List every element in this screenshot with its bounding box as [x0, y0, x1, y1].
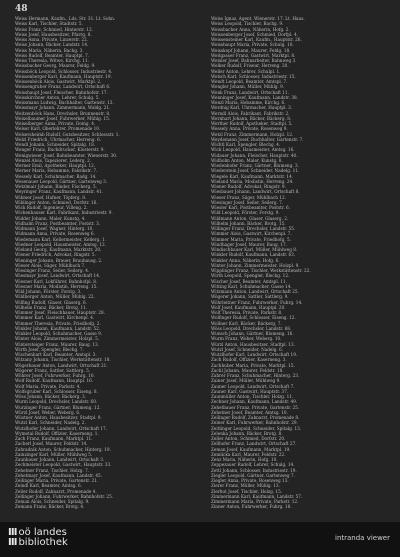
directory-entry: Witzany Johann, Tischler, Werkstättenstr. 18.: [15, 357, 111, 363]
directory-entry: Wolfinger Rudolf, Schlosser, Eiseng. 12.: [211, 315, 296, 321]
directory-entry: Wernhart Johann, Bäcker, Bäckerg. 8.: [211, 115, 292, 121]
directory-entry: Zeman Josef, Kaufmann, Marktpl. 19.: [211, 446, 291, 452]
directory-entry: Weissmayr Johann, Zimmermann, Waldg. 21.: [15, 105, 111, 111]
directory-entry: Zachl Johann, Maurer, Feldstr. 18.: [211, 367, 284, 373]
directory-entry: Winkler Anna, Näherin, Hofg. 6.: [211, 257, 280, 263]
directory-entry: Wimmer Karl, Gastwirt, Kirchenpl. 4.: [15, 315, 95, 321]
directory-entry: Weydemann Josef, Buchhalter, Gartenstr. 7.: [211, 136, 304, 142]
directory-entry: Zehetbauer Franz, Private, Gartenstr. 25.: [211, 404, 300, 410]
directory-entry: Wögerer Franz, Sattler, Sattlerg. 5.: [15, 367, 91, 373]
left-column: [15, 16, 198, 516]
directory-entry: Wenninger Josef, Kaufmann, Landstr. 38.: [211, 94, 298, 100]
directory-entry: Wilfing Rudolf, Glaser, Glaserg. 6.: [15, 299, 88, 305]
directory-entry: Wild Johann, Förster, Forstg. 3.: [15, 289, 82, 294]
directory-entry: Zechmeister Leopold, Gastwirt, Hauptstr. 33.: [15, 462, 112, 468]
directory-entry: Zelenka Johann, Bäcker, Brotg. 8.: [211, 430, 283, 436]
directory-entry: Welser Karl, Oberlehrer, Promenade 10.: [15, 126, 101, 132]
directory-entry: Wolf Maria, Private, Parkstr. 4.: [15, 383, 81, 389]
logo-bars-icon-2: Ⅲ: [8, 537, 17, 548]
directory-entry: Wüstner Anton, Hausbesitzer, Stadtpl. 9.: [15, 415, 102, 420]
directory-entry: Zeppezauer Rudolf, Lehrer, Schulg. 14.: [211, 462, 295, 468]
directory-entry: Wessely Anna, Private, Rosenweg 9.: [211, 126, 288, 132]
directory-entry: Welker Rudolf, Friseur, Herreng. 20.: [211, 63, 289, 69]
directory-entry: Wiesmayr Josef, Landwirt, Ortschaft 14.: [15, 273, 101, 279]
directory-entry: Zacherl Josef, Maurer, Feldstr. 14.: [15, 441, 88, 447]
directory-entry: Widmann Josef, Wagner, Hinterg. 10.: [15, 226, 94, 231]
directory-entry: Wieland Maria, Modistin, Herreng. 24.: [211, 178, 294, 184]
directory-entry: Windhager Josef, Maurer, Baug. 17.: [211, 241, 287, 247]
directory-entry: Wenk Franz, Landwirt, Ortschaft 11.: [211, 89, 289, 95]
directory-entry: Werner Emil, Apotheker, Hauptpl. 12.: [15, 163, 96, 168]
directory-entry: Wieser Franz, Säger, Mühlbach 12.: [211, 194, 286, 200]
directory-entry: Zaunmüller Anton, Tischler, Holzg. 11.: [211, 394, 294, 399]
directory-entry: Zehetner Josef, Beamter, Amtsg. 10.: [211, 409, 288, 415]
directory-entry: Weiss Theresia, Witwe, Kirchg. 11.: [15, 58, 89, 63]
directory-entry: Zettl Johann, Schlosser, Industriestr. 19.: [211, 467, 297, 473]
directory-entry: Wick Leopold, Hausmeister, Amtsg. 16.: [211, 147, 295, 153]
directory-entry: Weisshaupt Josef, Fleischer, Bahnhofstr. 17.: [15, 89, 108, 95]
directory-entry: Wirth Leopold, Spengler, Blechg. 12.: [211, 273, 290, 279]
viewer-footer: [0, 522, 400, 557]
directory-entry: Weixelbaumer Josef, Fuhrwerker, Mühlg. 15.: [15, 115, 111, 121]
directory-entry: Wischenbart Karl, Beamter, Amtspl. 3.: [15, 352, 97, 357]
directory-entry: Winter Alois, Zimmermeister, Holzpl. 5.: [15, 336, 100, 342]
directory-entry: Wöss Johann, Bäcker, Bäckerg. 3.: [15, 394, 87, 399]
directory-entry: Weissenberger Karl, Kaufmann, Hauptstr. 19.: [15, 73, 112, 79]
directory-entry: Wesenauer Leopold, Gärtner, Gartenweg 3.: [15, 178, 108, 184]
directory-entry: Widmann Anna, Private, Rosenweg 6.: [15, 231, 95, 237]
directory-entry: Würzl Anton, Hausbesitzer, Stadtpl. 13.: [211, 341, 295, 347]
directory-entry: Wiedemann Karl, Kellermeister, Kellerg. 1.: [15, 236, 106, 242]
directory-entry: Wirth Josef, Spengler, Blechg. 7.: [15, 346, 84, 352]
directory-entry: Ziegler Leopold, Gärtner, Gartenweg 7.: [211, 472, 295, 478]
directory-entry: Wurm Leopold, Drechsler, Landstr. 60.: [15, 399, 98, 405]
directory-entry: Windischbauer Karl, Müller, Mühlweg 8.: [211, 247, 298, 252]
directory-entry: Wutzlhofer Johann, Landwirt, Ortschaft 17.: [15, 425, 108, 431]
directory-entry: Wipplinger Franz, Tischler, Werkstättenstr. 22.: [211, 268, 311, 273]
directory-entry: Werndl Alois, Fabrikant, Fabrikstr. 2.: [211, 110, 290, 116]
directory-entry: Wieninger Johann, Brauer, Brauhausg. 2.: [15, 257, 103, 263]
directory-entry: Weissengruber Franz, Landwirt, Ortschaft 6.: [15, 84, 111, 90]
directory-entry: Zehetmayr Josef, Kaufmann, Landstr. 45.: [15, 472, 103, 478]
directory-entry: Zach Rudolf, Offizier, Kaserneng. 3.: [211, 357, 287, 363]
directory-entry: Weyringer Franz, Kaufmann, Landstr. 41.: [15, 189, 104, 195]
directory-entry: Weiss Hermann, Kaufm., Lds. Str. 31. Lt. Sohn.: [15, 16, 116, 21]
directory-entry: Weissenböck Alois, Gastwirt, Marktpl. 2.: [15, 79, 102, 84]
directory-entry: Zeitlinger Leopold, Schneider, Spitalg. 13.: [211, 425, 302, 431]
directory-entry: Wengler Johann, Müller, Mühlg. 9.: [211, 84, 285, 90]
directory-entry: Widauer Johann, Fleischer, Hauptstr. 40.: [211, 152, 298, 158]
directory-entry: Würzl Josef, Weber, Weberg. 6.: [15, 409, 81, 415]
directory-entry: Wieser Alois, Säger, Mühlbach 7.: [15, 262, 86, 268]
directory-entry: Wöhrleitner Franz, Fuhrwerker, Fuhrg. 14.: [211, 299, 303, 305]
directory-entry: Wutzlhofer Karl, Landwirt, Ortschaft 19.: [211, 352, 298, 357]
directory-entry: Wöhrer Josef, Fuhrwerker, Fuhrg. 10.: [15, 373, 95, 378]
directory-entry: Zahrer Franz, Schuhmacher, Hinterg. 23.: [211, 373, 300, 378]
directory-entry: Weisshaupt Maria, Private, Schulg. 10.: [211, 42, 294, 48]
right-column: [211, 16, 391, 516]
directory-entry: Weitzenböck Hans, Drechsler, Brunnenstr. 8.: [15, 110, 111, 116]
directory-entry: Weiss Rudolf, Beamter, Hauptpl. 7.: [15, 52, 90, 58]
directory-entry: Weissböck Leopold, Schlosser, Industriestr. 4.: [15, 68, 113, 74]
directory-entry: Wintersteiger Franz, Maurer, Baug. 13.: [15, 341, 99, 347]
directory-entry: Weller Anton, Lehrer, Schulpl. 1.: [211, 68, 281, 74]
directory-entry: Zellhofer Franz, Landwirt, Ortschaft 27.: [211, 441, 297, 447]
directory-entry: Wurzinger Franz, Gärtner, Blumeng. 12.: [15, 404, 101, 410]
directory-entry: Zaunbauer Johann, Landwirt, Ortschaft 3.: [15, 457, 105, 462]
directory-entry: Wiesner Maria, Modistin, Herreng. 15.: [15, 283, 98, 289]
directory-entry: Welsersheimb Rudolf, Gutsbesitzer, Schlossstr. 1.: [15, 131, 120, 137]
directory-entry: Wessely Karl, Schuhmacher, Badg. 14.: [15, 173, 97, 179]
directory-entry: Weissmann Ludwig, Buchhalter, Gartenstr. 13.: [15, 100, 114, 105]
directory-entry: Wieland Georg, Kaufmann, Marktstr. 20.: [15, 247, 102, 252]
directory-entry: Wiener Rudolf, Advokat, Ringstr. 9.: [211, 184, 286, 189]
directory-entry: Widhalm Franz, Postbeamter, Poststr. 3.: [15, 220, 101, 226]
directory-entry: Wiedner Leopold, Hausmeister, Amtsg. 12.: [15, 241, 107, 247]
directory-entry: Wenger Franz, Buchdrucker, Klosterstr. 9.: [15, 147, 105, 153]
directory-entry: Wendl Johann, Schneider, Spitalg. 18.: [15, 142, 96, 147]
directory-entry: Wutzl Karl, Schneider, Nadelg. 2.: [15, 420, 86, 426]
directory-entry: Zinner Anton, Fuhrwerker, Fuhrg. 18.: [211, 504, 292, 510]
directory-entry: Wimmer Maria, Private, Friedhofg. 5.: [211, 236, 291, 242]
directory-entry: Wolf Theresia, Private, Parkstr. 8.: [211, 310, 283, 315]
directory-entry: Zierhut Josef, Tischler, Holzg. 15.: [211, 488, 283, 494]
library-logo[interactable]: [8, 528, 68, 548]
directory-entry: Willinger Franz, Drechsler, Landstr. 55.: [211, 226, 296, 231]
directory-entry: Wiederstein Josef, Schneider, Nadelg. 11.: [211, 168, 300, 174]
directory-entry: Weiss Johann, Bäcker, Landstr. 14.: [15, 42, 89, 48]
directory-entry: Zechner Johann, Kaufmann, Landstr. 49.: [211, 399, 298, 405]
directory-entry: Weitgasser Franz, Gastwirt, Marktpl. 8.: [211, 52, 296, 58]
directory-entry: Wimmer Theresia, Private, Friedhofg. 2.: [15, 320, 101, 326]
directory-entry: Zeilinger Maria, Private, Gartenstr. 21.: [15, 478, 99, 483]
directory-entry: Zemlicka Karl, Maurer, Feldstr. 22.: [211, 451, 286, 457]
directory-entry: Wögerbauer Anton, Landwirt, Ortschaft 21.: [15, 362, 108, 368]
directory-entry: Wiesbauer Johann, Landwirt, Ortschaft 8.: [211, 189, 300, 195]
directory-entry: Wiesler Karl, Postbeamter, Poststr. 6.: [211, 205, 290, 210]
directory-entry: Wilhelm Franz, Bäcker, Brotg. 11.: [15, 304, 88, 310]
directory-entry: Wiesner Karl, Lokführer, Bahnhofpl. 8.: [15, 278, 98, 284]
directory-entry: Wöss Leopold, Drechsler, Landstr. 68.: [211, 325, 292, 331]
directory-entry: Welsch Karl, Schlosser, Industriestr. 15.: [211, 73, 296, 79]
directory-entry: Wolf Josef, Kaufmann, Hauptpl. 20.: [211, 304, 286, 310]
directory-entry: Zauner Leopold, Landwirt, Ortschaft 7.: [211, 383, 295, 389]
directory-entry: Zainer Josef, Müller, Mühlweg 9.: [211, 378, 281, 384]
directory-entry: Weiss Ignaz, Agent, Wienerstr. 17. Lt. Haus.: [211, 16, 305, 21]
directory-entry: Wetzl Franz, Zimmermann, Holzpl. 12.: [211, 131, 294, 137]
directory-entry: Zellinger Johann, Fuhrwerker, Bahnhofstr. 25.: [15, 493, 114, 499]
directory-entry: Witzmann Anton, Landwirt, Ortschaft 25.: [211, 289, 299, 294]
directory-entry: Weissensteiner Karl, Kaufm., Hauptstr. 26.: [211, 37, 302, 42]
directory-entry: Wendt Leopold, Beamter, Amtspl. 7.: [211, 79, 288, 84]
directory-entry: Winkler Rudolf, Kaufmann, Landstr. 63.: [211, 252, 296, 258]
directory-entry: Wick Rudolf, Ingenieur, Villeng. 2.: [15, 205, 88, 210]
directory-entry: Wunsch Johann, Gärtner, Blumeng. 16.: [211, 331, 294, 336]
directory-entry: Weisskirchner Anton, Lehrer, Schulg. 5.: [15, 94, 100, 100]
directory-entry: Zeller Rudolf, Zahnarzt, Promenade 4.: [15, 488, 97, 494]
directory-entry: Zenz Maria, Näherin, Hofg. 10.: [211, 457, 278, 462]
directory-entry: Wollner Karl, Bäcker, Bäckerg. 7.: [211, 320, 282, 326]
directory-entry: Wibmer Josef, Hafner, Töpferg. 8.: [15, 194, 87, 200]
directory-entry: Wildmann Anton, Glaser, Glaserg. 2.: [211, 215, 289, 221]
directory-entry: Wischer Josef, Beamter, Amtspl. 11.: [211, 278, 288, 284]
directory-entry: Witting Karl, Schuhmacher, Gasse 14.: [211, 283, 292, 289]
directory-entry: Wildberger Anton, Müller, Mühlg. 22.: [15, 294, 95, 300]
directory-entry: Zachhuber Maria, Private, Marktpl. 15.: [211, 362, 295, 368]
directory-entry: Wymetal Rudolf, Offizier, Kaserneng. 1.: [15, 430, 99, 436]
directory-entry: Widholm Anton, Maler, Kunstg. 8.: [211, 157, 283, 163]
directory-entry: Wimmer Josef, Fleischhauer, Hauptstr. 28.: [15, 310, 105, 315]
directory-entry: Wilhelm Johann, Bäcker, Brotg. 15.: [211, 220, 286, 226]
directory-entry: Weiss Franz, Schmied, Hinterstr. 12.: [15, 26, 93, 32]
directory-entry: Wichtl Karl, Spengler, Blechg. 4.: [211, 142, 281, 147]
directory-entry: Wolf Rudolf, Kaufmann, Hauptpl. 16.: [15, 378, 94, 384]
logo-bars-icon: Ⅲ: [8, 527, 17, 538]
directory-entry: Zeiner Karl, Fuhrwerker, Bahnhofstr. 29.: [211, 420, 298, 426]
directory-entry: Zimmermann Karl, Kaufmann, Landstr. 57.: [211, 493, 303, 499]
directory-entry: Zierer Franz, Müller, Mühlg. 13.: [211, 483, 280, 489]
logo-line-2: bibliothek: [18, 537, 68, 548]
directory-entry: Wimmer Alois, Gastwirt, Kirchenpl. 7.: [211, 231, 292, 237]
directory-entry: Weiss Anna, Private, Linzerstr. 22.: [15, 37, 89, 42]
directory-entry: Weiss Karl, Tischler, Stadtstr. 5.: [15, 21, 83, 27]
directory-entry: Zainzinger Karl, Müller, Mühlweg 5.: [15, 451, 93, 457]
directory-entry: Wutzl Josef, Schneider, Nadelg. 6.: [211, 346, 284, 352]
directory-entry: Wögerer Johann, Sattler, Sattlerg. 9.: [211, 294, 289, 300]
directory-entry: Zehetner Franz, Tischler, Holzg. 7.: [15, 467, 90, 473]
directory-entry: Zeller Anton, Schmied, Dorfstr. 20.: [211, 436, 286, 441]
directory-entry: Wolfsgruber Karl, Schlosser, Eiseng. 8.: [15, 388, 98, 394]
directory-entry: Zimmermann Maria, Private, Parkstr. 12.: [211, 499, 299, 504]
directory-entry: Weissenberger Josef, Schmied, Dorfpl. 4.: [211, 31, 298, 37]
directory-entry: Zeilinger Rudolf, Zahnarzt, Promenade 8.: [211, 415, 300, 420]
viewer-label[interactable]: intranda viewer: [335, 534, 390, 542]
directory-entry: Weissbacher Georg, Maurer, Feldg. 9.: [15, 63, 96, 69]
directory-entry: Welzl Friedrich, Uhrmacher, Herreng. 6.: [15, 136, 102, 142]
directory-entry: Weiss Josef, Hausbesitzer, Pfarrg. 8.: [15, 31, 92, 37]
directory-entry: Werdnig Karl, Uhrmacher, Hauptpl. 3.: [211, 105, 293, 111]
directory-entry: Werner Maria, Hebamme, Fabrikstr. 7.: [15, 168, 98, 174]
directory-entry: Zeman Alois, Schneider, Spitalg. 9.: [15, 499, 90, 504]
directory-entry: Wiblinger Anton, Schmied, Dorfstr. 16.: [15, 199, 98, 205]
directory-entry: Werther Rudolf, Apotheker, Stadtpl. 5.: [211, 121, 293, 126]
directory-entry: Zeindl Karl, Beamter, Amtsg. 6.: [15, 483, 82, 489]
directory-entry: Zemann Franz, Bäcker, Brotg. 4.: [15, 504, 85, 510]
directory-entry: Wenigwieser Josef, Bahnbeamter, Wienerstr. 30.: [15, 152, 118, 158]
directory-entry: Weiss Leopold, Tischler, Bachg. 9.: [211, 21, 284, 27]
directory-entry: Wiegele Karl, Kaufmann, Marktstr. 14.: [211, 173, 294, 179]
directory-entry: Zauner Karl, Gastwirt, Hauptstr. 37.: [211, 388, 289, 394]
directory-entry: Weissbacher Anna, Näherin, Hofg. 2.: [211, 26, 290, 32]
directory-entry: Wiedenhofer Franz, Gärtner, Blumeng. 3.: [211, 163, 299, 168]
directory-entry: Wurm Franz, Weber, Weberg. 10.: [211, 336, 282, 342]
directory-entry: Zahradnik Anton, Schuhmacher, Hinterg. 19.: [15, 446, 111, 452]
directory-entry: Winkler Leopold, Schuhmacher, Gasse 9.: [15, 331, 103, 336]
directory-entry: Winter Johann, Zimmermeister, Holzpl. 9.: [211, 262, 300, 268]
directory-entry: Weixelberger Anna, Private, Domg. 4.: [15, 121, 96, 126]
directory-entry: Wiesinger Josef, Seiler, Seilerg. 7.: [211, 199, 284, 205]
directory-entry: Zach Franz, Kaufmann, Marktpl. 11.: [15, 436, 93, 441]
page-number: 48: [15, 4, 28, 14]
directory-entry: Wetzlmair Johann, Binder, Fischerg. 5.: [15, 184, 97, 189]
logo-line-1: oö landes: [18, 527, 67, 538]
directory-entry: Wenzl Maria, Hebamme, Kirchg. 6.: [211, 100, 286, 105]
directory-entry: Wenzel Alois, Tapezierer, Lederg. 2.: [15, 157, 92, 163]
directory-entry: Wiesinger Franz, Seiler, Seilerg. 4.: [15, 268, 90, 273]
directory-entry: Wiener Friedrich, Advokat, Ringstr. 5.: [15, 252, 96, 258]
directory-entry: Winkler Johann, Kaufmann, Landstr. 52.: [15, 325, 101, 331]
directory-entry: Weiss Maria, Näherin, Bachg. 3.: [15, 47, 84, 53]
directory-entry: Weisskopf Johann, Maurer, Feldg. 18.: [211, 47, 291, 53]
directory-entry: Weixler Josef, Bahnarbeiter, Bahnweg 3.: [211, 58, 297, 63]
directory-entry: Wild Leopold, Förster, Forstg. 9.: [211, 210, 280, 216]
directory-entry: Wickenhauser Karl, Fabrikant, Industriestr. 9.: [15, 210, 113, 216]
directory-entry: Widder Johann, Maler, Kunstg. 4.: [15, 215, 86, 221]
directory-entry: Ziegler Anna, Private, Rosenweg 13.: [211, 478, 289, 483]
